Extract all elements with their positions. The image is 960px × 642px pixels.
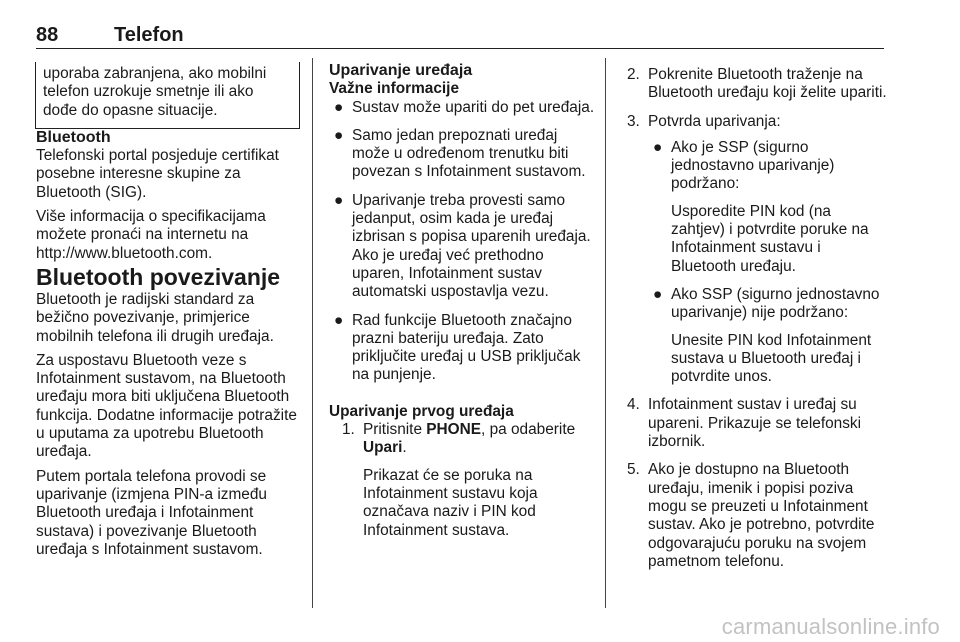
page-title: Telefon bbox=[114, 24, 184, 46]
bullet-item bbox=[329, 312, 597, 385]
column-middle bbox=[329, 62, 597, 540]
step-text: . bbox=[402, 439, 407, 457]
bullet-text: Rad funkcije Bluetooth značajno prazni bateriju uređaja. Zato priključite uređaj u USB priključak na punjenje. bbox=[352, 311, 581, 384]
step-text: Infotainment sustav i uređaj su upareni. Prikazuje se telefonski izbornik. bbox=[648, 396, 862, 451]
step-text: Pritisnite bbox=[363, 421, 427, 439]
bullet-icon: ● bbox=[653, 285, 663, 303]
step-number: 2. bbox=[627, 66, 640, 83]
step-1 bbox=[342, 421, 597, 540]
bullet-text: Ako je SSP (sigurno jednostavno uparivanje) podržano: bbox=[671, 138, 835, 193]
bullet-text: Uparivanje treba provesti samo jedanput, osim kada je uređaj izbrisan s popisa uparenih uređaja. Ako je uređaj već prethodno uparen, Infotainment sustav automatski uspostavlja vezu. bbox=[352, 191, 591, 301]
bullet-item bbox=[329, 99, 597, 117]
step-text: , pa odaberite bbox=[481, 421, 576, 439]
bullet-icon: ● bbox=[334, 191, 344, 209]
warning-box bbox=[35, 62, 300, 129]
bullet-item bbox=[329, 127, 597, 182]
bullet-detail: Unesite PIN kod Infotainment sustava u Bluetooth uređaj i potvrdite unos. bbox=[671, 331, 872, 386]
bullet-text: Ako SSP (sigurno jednostavno uparivanje) nije podržano: bbox=[671, 285, 880, 322]
step-number: 3. bbox=[627, 112, 640, 130]
bluetooth-paragraph-1: Telefonski portal posjeduje certifikat posebne interesne skupine za Bluetooth (SIG). bbox=[36, 147, 279, 201]
column-left bbox=[36, 62, 300, 559]
step-number: 4. bbox=[627, 396, 640, 414]
connection-paragraph-3: Putem portala telefona provodi se uparivanje (izmjena PIN-a između Bluetooth uređaja i Infotainment sustava) i povezivanje Bluetooth uređaja s Infotainment sustavom. bbox=[36, 467, 267, 558]
first-pairing-heading: Uparivanje prvog uređaja bbox=[329, 402, 514, 420]
bluetooth-paragraph-2: Više informacija o specifikacijama možete pronaći na internetu na http://www.bluetooth.com. bbox=[36, 208, 266, 262]
step-1-detail: Prikazat će se poruka na Infotainment sustavu koja označava naziv i PIN kod Infotainment sustava. bbox=[363, 466, 538, 539]
bullet-icon: ● bbox=[334, 98, 344, 116]
connection-paragraph-2: Za uspostavu Bluetooth veze s Infotainment sustavom, na Bluetooth uređaju mora biti uključena Bluetooth funkcija. Dodatne informacije potražite u uputama za upotrebu Bluetooth uređaja. bbox=[36, 351, 297, 461]
step-3 bbox=[627, 113, 889, 387]
bullet-item bbox=[648, 286, 889, 386]
connection-heading: Bluetooth povezivanje bbox=[36, 263, 281, 290]
warning-text: uporaba zabranjena, ako mobilni telefon uzrokuje smetnje ili ako dođe do opasne situacije. bbox=[43, 65, 267, 119]
bullet-icon: ● bbox=[653, 138, 663, 156]
important-info-heading: Važne informacije bbox=[329, 80, 460, 98]
column-right bbox=[627, 66, 889, 571]
column-divider-right bbox=[605, 58, 606, 608]
step-text: Pokrenite Bluetooth traženje na Bluetooth uređaju koji želite upariti. bbox=[648, 66, 887, 102]
bullet-icon: ● bbox=[334, 126, 344, 144]
pair-option-label: Upari bbox=[363, 439, 403, 457]
phone-button-label: PHONE bbox=[426, 421, 482, 439]
column-divider-left bbox=[312, 58, 313, 608]
bullet-text: Sustav može upariti do pet uređaja. bbox=[352, 98, 595, 116]
bullet-item bbox=[648, 139, 889, 276]
connection-paragraph-1: Bluetooth je radijski standard za bežično povezivanje, primjerice mobilnih telefona ili drugih uređaja. bbox=[36, 290, 274, 345]
bullet-detail: Usporedite PIN kod (na zahtjev) i potvrdite poruke na Infotainment sustavu i Bluetooth uređaju. bbox=[671, 202, 869, 275]
step-2 bbox=[627, 66, 889, 103]
step-number: 1. bbox=[342, 421, 355, 439]
pairing-heading: Uparivanje uređaja bbox=[329, 62, 473, 79]
bullet-item bbox=[329, 192, 597, 302]
step-4 bbox=[627, 396, 889, 451]
step-text: Potvrda uparivanja: bbox=[648, 112, 781, 130]
bluetooth-heading: Bluetooth bbox=[36, 128, 111, 146]
page-header bbox=[36, 24, 884, 49]
bullet-text: Samo jedan prepoznati uređaj može u određenom trenutku biti povezan s Infotainment sustavom. bbox=[352, 126, 586, 181]
step-text: Ako je dostupno na Bluetooth uređaju, imenik i popisi poziva mogu se preuzeti u Infotainment sustav. Ako je potrebno, potvrdite odgovarajuću poruku na svojem pametnom telefonu. bbox=[648, 461, 875, 570]
watermark: carmanualsonline.info bbox=[721, 614, 940, 639]
step-5 bbox=[627, 461, 889, 571]
page-number: 88 bbox=[36, 24, 59, 46]
step-number: 5. bbox=[627, 461, 640, 479]
bullet-icon: ● bbox=[334, 311, 344, 329]
